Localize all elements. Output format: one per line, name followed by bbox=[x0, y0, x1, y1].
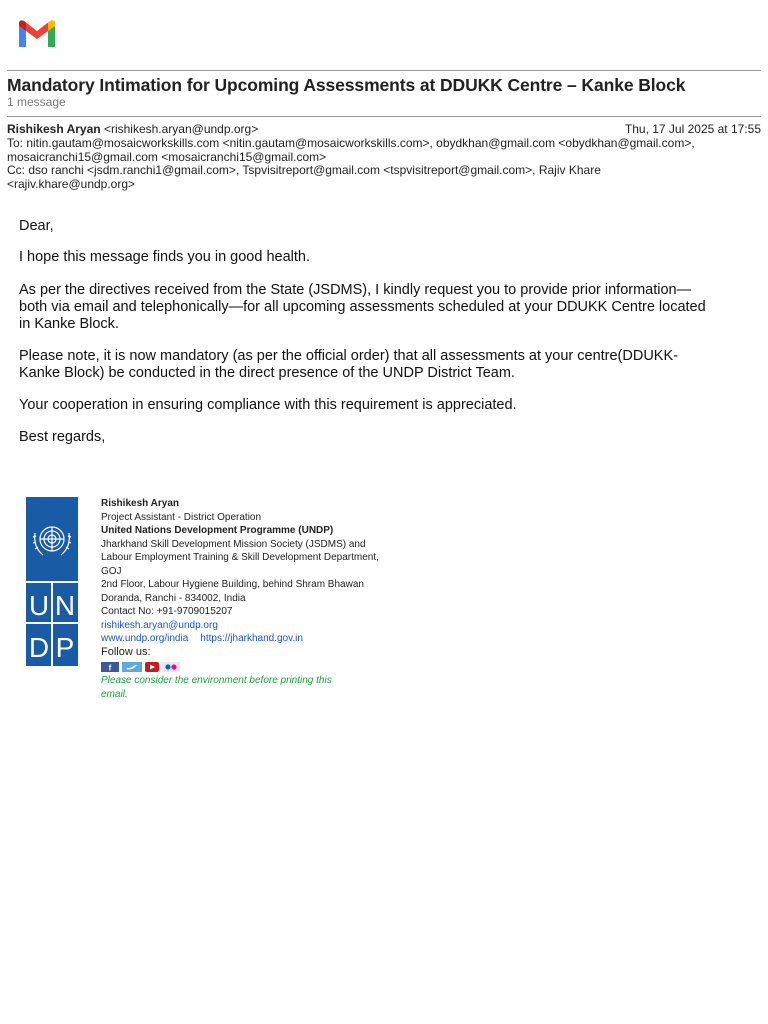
signature-line: Doranda, Ranchi - 834002, India bbox=[101, 592, 246, 604]
paragraph-4: Your cooperation in ensuring compliance with this requirement is appreciated. bbox=[19, 397, 517, 413]
header-divider bbox=[7, 116, 761, 117]
top-divider bbox=[7, 70, 761, 71]
message-count: 1 message bbox=[7, 95, 66, 109]
paragraph-2 bbox=[19, 282, 754, 333]
recipients-to bbox=[7, 137, 761, 164]
email-date: Thu, 17 Jul 2025 at 17:55 bbox=[624, 122, 761, 136]
paragraph-1: I hope this message finds you in good health. bbox=[19, 249, 310, 265]
sender-email: <rishikesh.aryan@undp.org> bbox=[103, 122, 259, 136]
signature-line: GOJ bbox=[101, 565, 122, 577]
greeting: Dear, bbox=[19, 218, 54, 234]
jharkhand-website-link[interactable]: https://jharkhand.gov.in bbox=[200, 633, 303, 644]
flickr-icon[interactable] bbox=[162, 662, 180, 672]
logo-letter: P bbox=[55, 632, 75, 663]
paragraph-3-line: Please note, it is now mandatory (as per the official order) that all assessments at your centre(DDUKK- bbox=[19, 348, 678, 364]
paragraph-2-line: both via email and telephonically—for all upcoming assessments scheduled at your DDUKK Centre located bbox=[19, 299, 706, 315]
to-line-2: mosaicranchi15@gmail.com <mosaicranchi15@gmail.com> bbox=[7, 149, 327, 164]
sender-name: Rishikesh Aryan bbox=[7, 122, 101, 136]
paragraph-3-line: Kanke Block) be conducted in the direct presence of the UNDP District Team. bbox=[19, 365, 515, 381]
signature-name: Rishikesh Aryan bbox=[101, 498, 179, 509]
to-line-1: To: nitin.gautam@mosaicworkskills.com <nitin.gautam@mosaicworkskills.com>, obydkhan@gmail.com <obydkhan@gmail.com>, bbox=[7, 136, 695, 150]
facebook-icon[interactable] bbox=[101, 662, 119, 672]
cc-line-2: <rajiv.khare@undp.org> bbox=[7, 176, 136, 191]
logo-letter: U bbox=[28, 590, 50, 621]
signature-line: 2nd Floor, Labour Hygiene Building, behind Shram Bhawan bbox=[101, 579, 364, 590]
signature-line: Labour Employment Training & Skill Development Department, bbox=[101, 552, 379, 563]
signature-contact: Contact No: +91-9709015207 bbox=[101, 606, 233, 617]
email-subject: Mandatory Intimation for Upcoming Assessments at DDUKK Centre – Kanke Block bbox=[7, 75, 686, 95]
follow-us-label: Follow us: bbox=[101, 645, 151, 658]
youtube-icon[interactable] bbox=[145, 662, 159, 672]
paragraph-3 bbox=[19, 348, 754, 382]
svg-text:f: f bbox=[108, 663, 112, 672]
signature-line: Jharkhand Skill Development Mission Society (JSDMS) and bbox=[101, 538, 366, 550]
paragraph-2-line: As per the directives received from the State (JSDMS), I kindly request you to provide prior information— bbox=[19, 282, 692, 298]
undp-website-link[interactable]: www.undp.org/india bbox=[101, 633, 189, 644]
gmail-logo-icon bbox=[16, 18, 58, 50]
social-icons bbox=[101, 660, 401, 673]
from-line bbox=[7, 123, 761, 137]
closing: Best regards, bbox=[19, 429, 106, 445]
signature-title: Project Assistant - District Operation bbox=[101, 511, 262, 523]
signature-block bbox=[101, 497, 401, 701]
signature-org: United Nations Development Programme (UNDP) bbox=[101, 525, 334, 536]
cc-line-1: Cc: dso ranchi <jsdm.ranchi1@gmail.com>, Tspvisitreport@gmail.com <tspvisitreport@gmail.com>, Rajiv Khare bbox=[7, 163, 601, 177]
recipients-cc bbox=[7, 164, 761, 191]
logo-letter: N bbox=[54, 590, 76, 621]
paragraph-2-line: in Kanke Block. bbox=[19, 316, 119, 332]
environment-note: Please consider the environment before printing this bbox=[101, 675, 332, 686]
signature-email-link[interactable]: rishikesh.aryan@undp.org bbox=[101, 619, 218, 631]
environment-note-end: email. bbox=[101, 688, 128, 700]
undp-logo-icon bbox=[26, 497, 78, 666]
logo-letter: D bbox=[28, 632, 50, 663]
twitter-icon[interactable] bbox=[122, 662, 142, 672]
